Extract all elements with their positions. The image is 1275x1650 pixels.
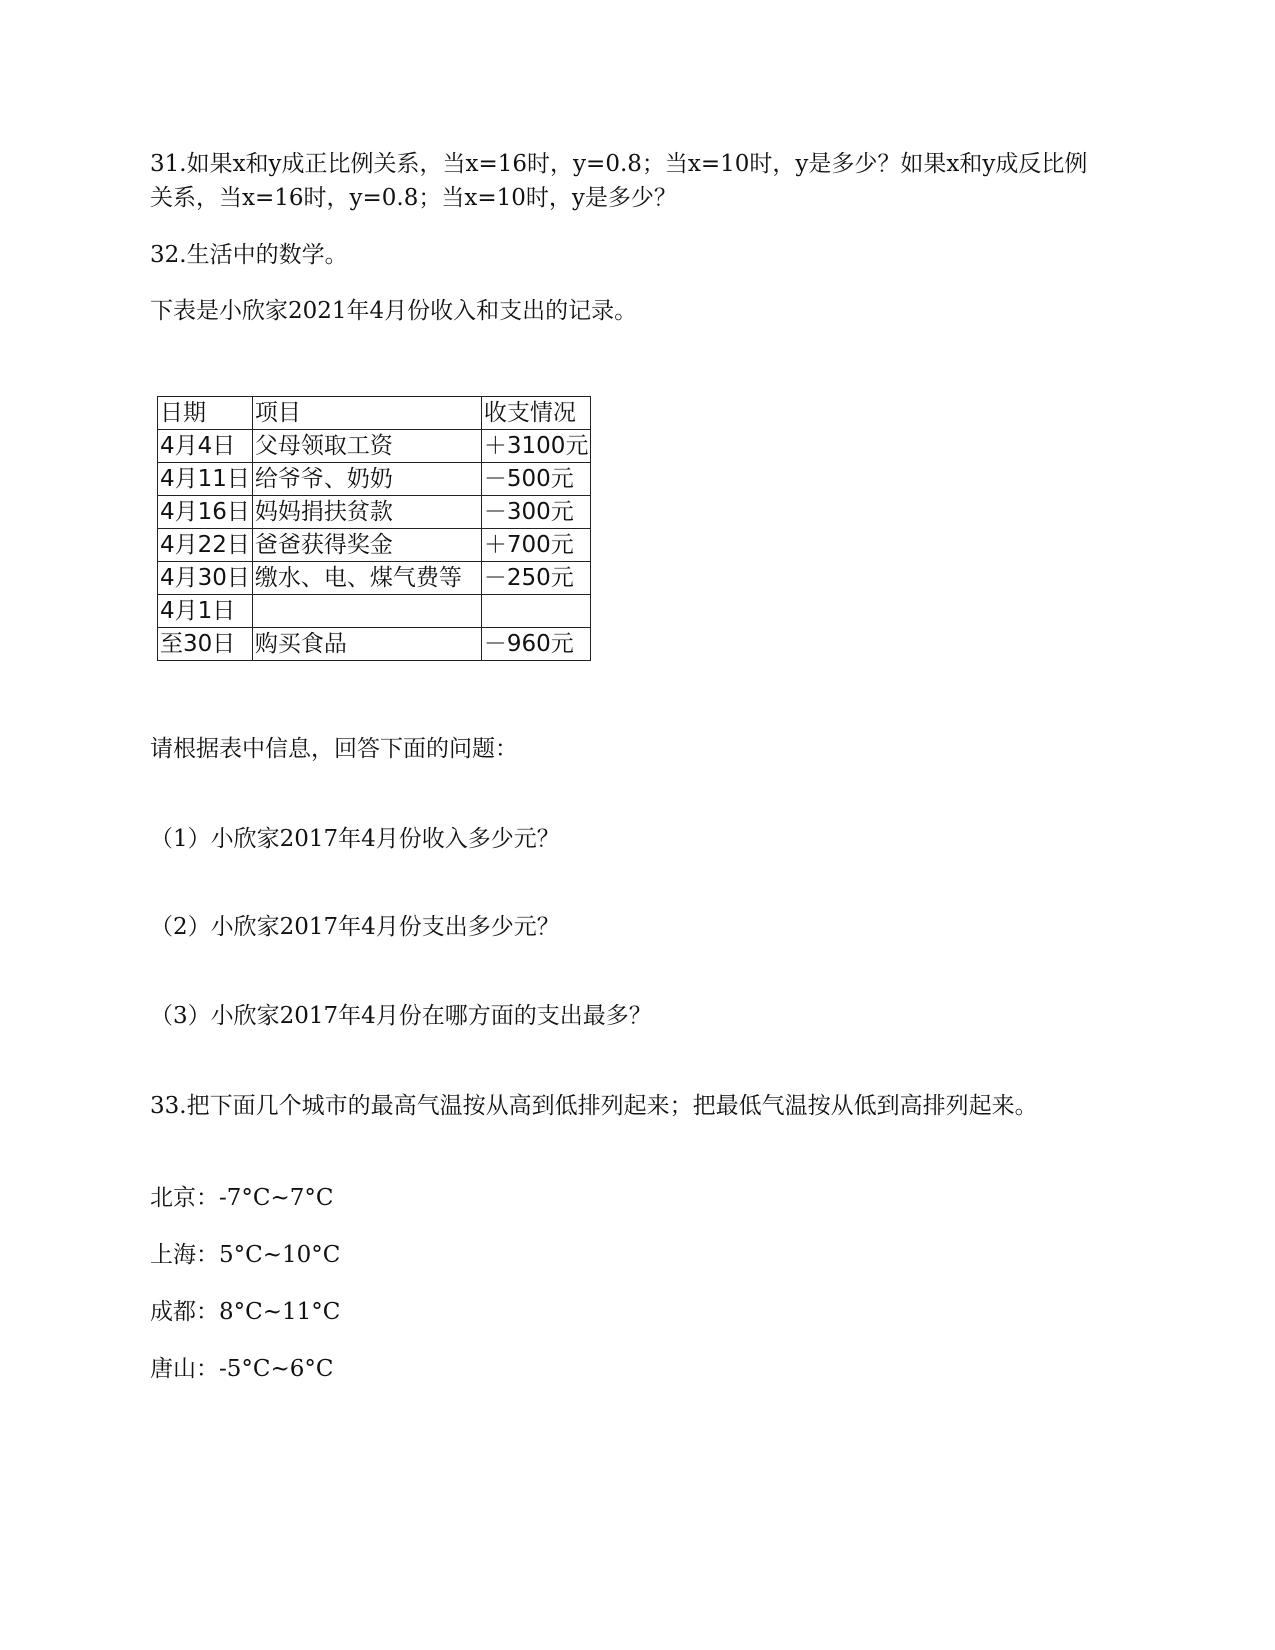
city-temperature-chengdu: 成都：8°C~11°C [150, 1299, 341, 1325]
table-cell-amount: －250元 [481, 562, 591, 595]
city-temperature-tangshan: 唐山：-5°C~6°C [150, 1356, 334, 1382]
table-cell-item: 购买食品 [252, 628, 481, 661]
table-cell-item: 妈妈捐扶贫款 [252, 496, 481, 529]
question-31-text-line-1: 31.如果x和y成正比例关系，当x=16时，y=0.8；当x=10时，y是多少？如果x和y成反比例 [150, 151, 1088, 177]
table-row [158, 529, 591, 562]
table-header-item: 项目 [252, 397, 481, 430]
table-row [158, 463, 591, 496]
table-cell-date: 4月1日 [158, 595, 253, 628]
table-cell-amount: －500元 [481, 463, 591, 496]
question-32-intro: 下表是小欣家2021年4月份收入和支出的记录。 [150, 298, 638, 324]
table-cell-date: 4月16日 [158, 496, 253, 529]
table-cell-date: 4月4日 [158, 430, 253, 463]
table-header-row [158, 397, 591, 430]
question-32-sub-1: （1）小欣家2017年4月份收入多少元？ [150, 826, 560, 852]
table-cell-amount: －960元 [481, 628, 591, 661]
table-header-amount: 收支情况 [481, 397, 591, 430]
question-32-sub-3: （3）小欣家2017年4月份在哪方面的支出最多？ [150, 1003, 652, 1029]
table-row [158, 628, 591, 661]
table-row [158, 562, 591, 595]
city-temperature-beijing: 北京：-7°C~7°C [150, 1185, 334, 1211]
question-33-title: 33.把下面几个城市的最高气温按从高到低排列起来；把最低气温按从低到高排列起来。 [150, 1093, 1038, 1119]
table-cell-amount: －300元 [481, 496, 591, 529]
question-32-prompt: 请根据表中信息，回答下面的问题： [150, 736, 518, 762]
table-cell-amount: ＋3100元 [481, 430, 591, 463]
table-cell-item: 给爷爷、奶奶 [252, 463, 481, 496]
table-header-date: 日期 [158, 397, 253, 430]
table-cell-date: 4月22日 [158, 529, 253, 562]
table-cell-date: 4月30日 [158, 562, 253, 595]
table-row [158, 595, 591, 628]
question-32-title: 32.生活中的数学。 [150, 242, 348, 268]
city-temperature-shanghai: 上海：5°C~10°C [150, 1242, 341, 1268]
table-row [158, 496, 591, 529]
income-expense-table [157, 396, 591, 661]
table-cell-amount: ＋700元 [481, 529, 591, 562]
table-row [158, 430, 591, 463]
table-cell-item [252, 595, 481, 628]
table-cell-item: 爸爸获得奖金 [252, 529, 481, 562]
question-32-sub-2: （2）小欣家2017年4月份支出多少元？ [150, 914, 560, 940]
table-cell-item: 父母领取工资 [252, 430, 481, 463]
question-31-text-line-2: 关系，当x=16时，y=0.8；当x=10时，y是多少？ [150, 185, 677, 211]
table-cell-amount [481, 595, 591, 628]
table-cell-item: 缴水、电、煤气费等 [252, 562, 481, 595]
table-cell-date: 4月11日 [158, 463, 253, 496]
table-cell-date: 至30日 [158, 628, 253, 661]
